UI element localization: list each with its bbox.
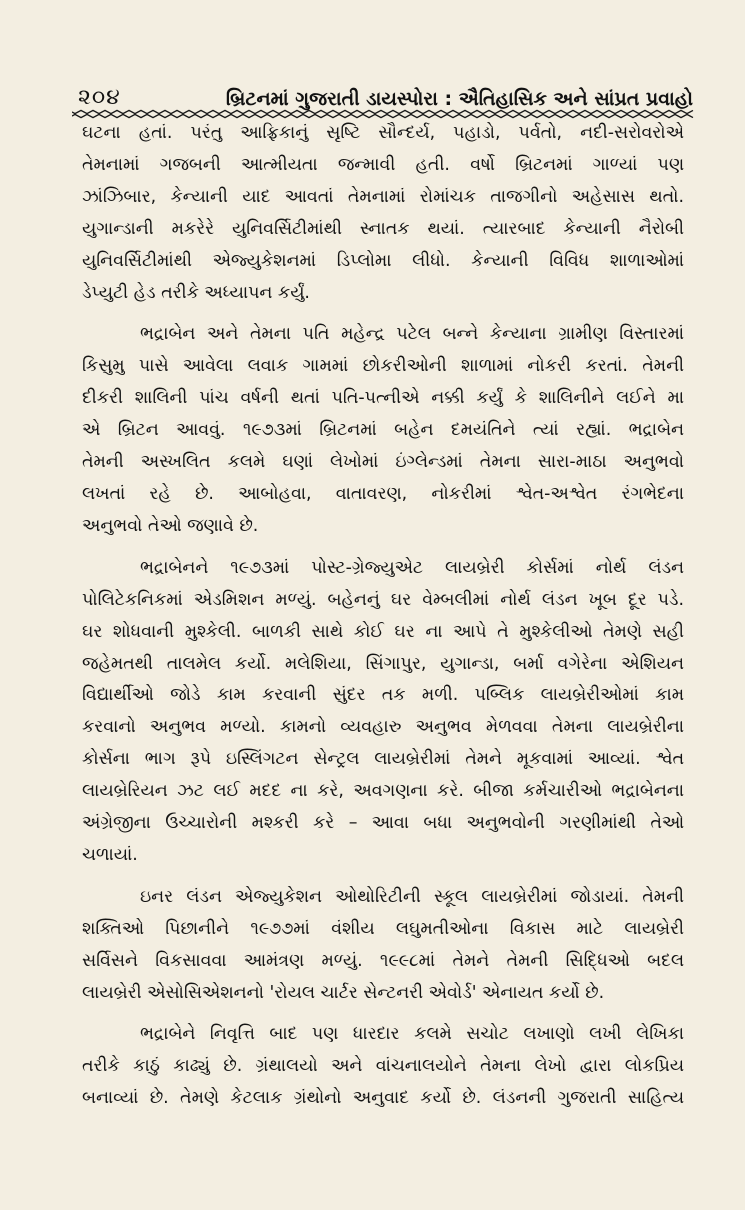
text-line: પોલિટેકનિકમાં એડમિશન મળ્યું. બહેનનું ઘર વેમ્બલીમાં નોર્થ લંડન ખૂબ દૂર પડે.	[82, 589, 684, 610]
paragraph	[82, 553, 684, 872]
text-line: દીકરી શાલિની પાંચ વર્ષની થતાં પતિ-પત્નીએ નક્કી કર્યું કે શાલિનીને લઈને મા	[82, 388, 684, 409]
text-line: જહેમતથી તાલમેલ કર્યો. મલેશિયા, સિંગાપુર, યુગાન્ડા, બર્મા વગેરેના એશિયન	[82, 653, 684, 674]
text-line: તેમનામાં ગજબની આત્મીયતા જન્માવી હતી. વર્ષો બ્રિટનમાં ગાળ્યાં પણ	[82, 154, 684, 175]
text-line: તરીકે કાઠું કાઢ્યું છે. ગ્રંથાલયો અને વાંચનાલયોને તેમના લેખો દ્વારા લોકપ્રિય	[82, 1056, 684, 1077]
text-line: ઘટના હતાં. પરંતુ આફ્રિકાનું સૃષ્ટિ સૌન્દર્ય, પહાડો, પર્વતો, નદી-સરોવરોએ	[82, 123, 684, 143]
text-line: કિસુમુ પાસે આવેલા લવાક ગામમાં છોકરીઓની શાળામાં નોકરી કરતાં. તેમની	[82, 356, 684, 377]
text-line: કોર્સના ભાગ રૂપે ઇસ્લિંગટન સેન્ટ્રલ લાયબ્રેરીમાં તેમને મૂકવામાં આવ્યાં. શ્વેત	[82, 749, 684, 770]
text-line: યુગાન્ડાની મકરેરે યુનિવર્સિટીમાંથી સ્નાતક થયાં. ત્યારબાદ કેન્યાની નૈરોબી	[82, 218, 684, 239]
text-line: ભદ્રાબેન અને તેમના પતિ મહેન્દ્ર પટેલ બન્ને કેન્યાના ગ્રામીણ વિસ્તારમાં	[140, 324, 684, 345]
paragraph	[82, 882, 684, 1010]
text-line: ઘર શોધવાની મુશ્કેલી. બાળકી સાથે કોઈ ઘર ના આપે તે મુશ્કેલીઓ તેમણે સહી	[82, 621, 684, 642]
text-line: ચળાયાં.	[82, 844, 138, 865]
text-line: લખતાં રહે છે. આબોહવા, વાતાવરણ, નોકરીમાં શ્વેત-અશ્વેત રંગભેદના	[82, 483, 684, 504]
text-line: શક્તિઓ પિછાનીને ૧૯૭૭માં વંશીય લઘુમતીઓના વિકાસ માટે લાયબ્રેરી	[82, 918, 684, 939]
text-line: ડેપ્યુટી હેડ તરીકે અધ્યાપન કર્યું.	[82, 282, 310, 303]
paragraph	[82, 319, 684, 542]
running-head: બ્રિટનમાં ગુજરાતી ડાયસ્પોરા : ઐતિહાસિક અને સાંપ્રત પ્રવાહો	[225, 88, 693, 110]
paragraph	[82, 118, 684, 309]
text-line: યુનિવર્સિટીમાંથી એજ્યુકેશનમાં ડિપ્લોમા લીધો. કેન્યાની વિવિધ શાળાઓમાં	[82, 250, 684, 271]
page-header	[78, 62, 693, 110]
text-line: લાયબ્રેરિયન ઝટ લઈ મદદ ના કરે, અવગણના કરે. બીજા કર્મચારીઓ ભદ્રાબેનના	[82, 781, 684, 802]
text-line: અંગ્રેજીના ઉચ્ચારોની મશ્કરી કરે – આવા બધા અનુભવોની ગરણીમાંથી તેઓ	[82, 813, 684, 834]
text-line: બનાવ્યાં છે. તેમણે કેટલાક ગ્રંથોનો અનુવાદ કર્યો છે. લંડનની ગુજરાતી સાહિત્ય	[82, 1088, 684, 1109]
text-line: ભદ્રાબેને નિવૃત્તિ બાદ પણ ધારદાર કલમે સચોટ લખાણો લખી લેખિકા	[140, 1024, 684, 1045]
paragraph	[82, 1019, 684, 1115]
text-line: સર્વિસને વિકસાવવા આમંત્રણ મળ્યું. ૧૯૯૮માં તેમને તેમની સિદ્ધિઓ બદલ	[82, 950, 684, 971]
text-line: કરવાનો અનુભવ મળ્યો. કામનો વ્યવહારુ અનુભવ મેળવવા તેમના લાયબ્રેરીના	[82, 717, 684, 738]
text-line: લાયબ્રેરી એસોસિએશનનો 'રોયલ ચાર્ટર સેન્ટનરી એવોર્ડ' એનાયત કર્યો છે.	[82, 982, 605, 1003]
text-line: વિદ્યાર્થીઓ જોડે કામ કરવાની સુંદર તક મળી. પબ્લિક લાયબ્રેરીઓમાં કામ	[82, 685, 684, 706]
text-line: એ બ્રિટન આવવું. ૧૯૭૩માં બ્રિટનમાં બહેન દમયંતિને ત્યાં રહ્યાં. ભદ્રાબેન	[82, 420, 684, 441]
text-line: ઝાંઝિબાર, કેન્યાની યાદ આવતાં તેમનામાં રોમાંચક તાજગીનો અહેસાસ થતો.	[82, 186, 684, 207]
body-text	[82, 118, 684, 1125]
text-line: અનુભવો તેઓ જણાવે છે.	[82, 515, 259, 536]
text-line: તેમની અસ્ખલિત કલમે ઘણાં લેખોમાં ઇંગ્લેન્ડમાં તેમના સારા-માઠા અનુભવો	[82, 452, 684, 473]
text-line: ભદ્રાબેનને ૧૯૭૩માં પોસ્ટ-ગ્રેજ્યુએટ લાયબ્રેરી કોર્સમાં નોર્થ લંડન	[140, 557, 684, 578]
text-line: ઇનર લંડન એજ્યુકેશન ઓથોરિટીની સ્કૂલ લાયબ્રેરીમાં જોડાયાં. તેમની	[140, 886, 684, 907]
page-number: ૨૦૪	[78, 85, 121, 110]
